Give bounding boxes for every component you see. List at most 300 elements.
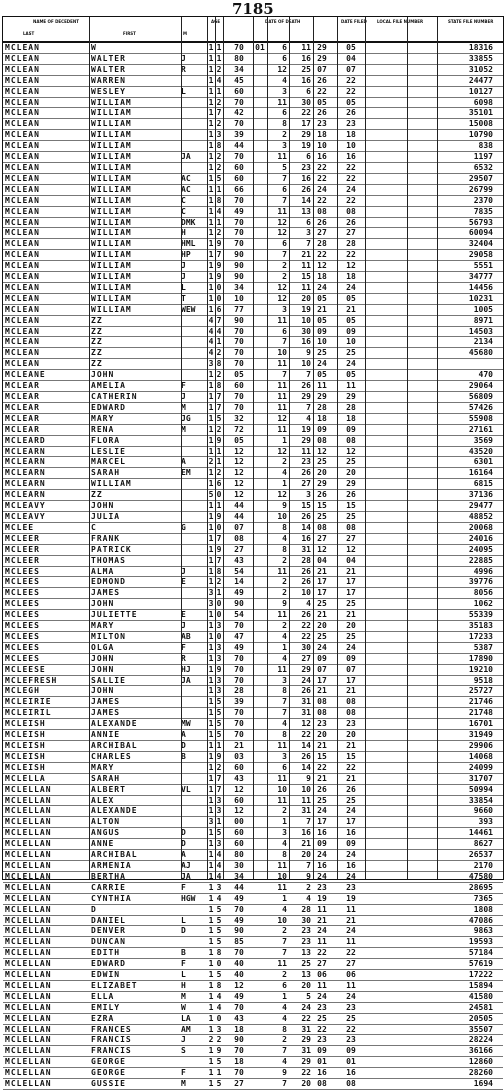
code-a-cell: 1 <box>208 839 214 849</box>
code-b-cell: 7 <box>216 392 222 401</box>
middle-initial-cell: D <box>181 926 186 936</box>
middle-initial-cell: G <box>181 522 186 532</box>
age-cell: 85 <box>234 937 244 947</box>
filed-year-cell: 05 <box>346 315 356 325</box>
last-name-cell: MCLEIRIL <box>5 708 52 718</box>
last-name-cell: MCLELLAN <box>5 915 52 925</box>
death-day-cell: 7 <box>306 239 311 249</box>
death-year-cell: 29 <box>317 479 327 489</box>
death-month-cell: 3 <box>282 751 287 761</box>
last-name-cell: MCLEAN <box>5 53 40 63</box>
code-a-cell: 1 <box>208 610 214 620</box>
header-last: LAST <box>23 31 35 36</box>
age-cell: 60 <box>234 173 244 183</box>
death-day-cell: 25 <box>301 959 311 969</box>
first-name-cell: GUSSIE <box>91 1079 126 1089</box>
state-file-number-cell: 8627 <box>473 839 493 849</box>
state-file-number-cell: 33855 <box>468 53 493 63</box>
age-cell: 70 <box>234 904 244 914</box>
age-cell: 60 <box>234 86 244 96</box>
death-year-cell: 26 <box>317 75 327 85</box>
code-b-cell: 1 <box>216 446 222 456</box>
table-row <box>3 894 503 905</box>
code-b-cell: 2 <box>216 424 222 434</box>
death-year-cell: 20 <box>317 730 327 740</box>
filed-year-cell: 12 <box>346 446 356 456</box>
first-name-cell: MARY <box>91 621 115 631</box>
filed-year-cell: 23 <box>346 1002 356 1012</box>
code-b-cell: 9 <box>216 272 222 282</box>
death-year-cell: 25 <box>317 1013 327 1023</box>
age-cell: 90 <box>234 261 244 271</box>
death-day-cell: 26 <box>301 751 311 761</box>
code-b-cell: 0 <box>216 599 222 609</box>
last-name-cell: MCLEER <box>5 533 40 543</box>
state-file-number-cell: 29058 <box>468 250 493 260</box>
death-month-cell: 8 <box>282 522 287 532</box>
filed-year-cell: 26 <box>346 490 356 500</box>
state-file-number-cell: 35507 <box>468 1024 493 1034</box>
age-cell: 70 <box>234 43 244 52</box>
first-name-cell: MARY <box>91 413 115 423</box>
state-file-number-cell: 19593 <box>468 937 493 947</box>
death-day-cell: 20 <box>301 1079 311 1089</box>
last-name-cell: MCLEAVY <box>5 501 46 511</box>
death-day-cell: 23 <box>301 162 311 172</box>
filed-year-cell: 17 <box>346 577 356 587</box>
table-row <box>3 992 503 1003</box>
age-cell: 49 <box>234 588 244 598</box>
death-year-cell: 19 <box>317 893 327 903</box>
filed-year-cell: 08 <box>346 697 356 707</box>
age-cell: 12 <box>234 479 244 489</box>
death-day-cell: 16 <box>301 53 311 63</box>
last-name-cell: MCLEAN <box>5 86 40 96</box>
code-b-cell: 9 <box>216 751 222 761</box>
last-name-cell: MCLEES <box>5 577 40 587</box>
code-b-cell: 3 <box>216 621 222 631</box>
age-cell: 34 <box>234 282 244 292</box>
death-day-cell: 6 <box>306 152 311 162</box>
first-name-cell: JAMES <box>91 697 121 707</box>
middle-initial-cell: J <box>181 53 186 63</box>
state-file-number-cell: 5551 <box>473 261 493 271</box>
age-cell: 90 <box>234 315 244 325</box>
filed-year-cell: 27 <box>346 533 356 543</box>
state-file-number-cell: 6532 <box>473 162 493 172</box>
death-day-cell: 31 <box>301 697 311 707</box>
code-a-cell: 1 <box>208 871 214 881</box>
code-a-cell: 1 <box>208 719 214 729</box>
age-cell: 70 <box>234 1046 244 1056</box>
death-day-cell: 5 <box>306 991 311 1001</box>
code-b-cell: 7 <box>216 555 222 565</box>
last-name-cell: MCLELLAN <box>5 970 52 980</box>
filed-year-cell: 27 <box>346 228 356 238</box>
code-a-cell: 1 <box>208 64 214 74</box>
death-year-cell: 20 <box>317 621 327 631</box>
filed-year-cell: 25 <box>346 631 356 641</box>
middle-initial-cell: D <box>181 828 186 838</box>
death-month-cell: 12 <box>277 282 287 292</box>
code-a-cell: 1 <box>208 708 214 718</box>
code-b-cell: 1 <box>216 741 222 750</box>
last-name-cell: MCLEARD <box>5 435 46 445</box>
state-file-number-cell: 43520 <box>468 446 493 456</box>
age-cell: 70 <box>234 152 244 162</box>
age-cell: 18 <box>234 1057 244 1067</box>
death-year-cell: 22 <box>317 173 327 183</box>
code-b-cell: 4 <box>216 860 222 870</box>
first-name-cell: WILLIAM <box>91 228 132 238</box>
death-day-cell: 26 <box>301 381 311 391</box>
death-month-cell: 9 <box>282 501 287 511</box>
death-day-cell: 23 <box>301 937 311 947</box>
table-row <box>3 948 503 959</box>
death-year-cell: 09 <box>317 839 327 849</box>
death-year-cell: 11 <box>317 980 327 990</box>
first-name-cell: JOHN <box>91 501 115 511</box>
code-b-cell: 0 <box>216 959 222 969</box>
code-a-cell: 1 <box>208 653 214 663</box>
age-cell: 34 <box>234 64 244 74</box>
state-file-number-cell: 34777 <box>468 272 493 282</box>
code-a-cell: 4 <box>208 348 214 358</box>
filed-year-cell: 25 <box>346 599 356 609</box>
death-year-cell: 25 <box>317 599 327 609</box>
first-name-cell: SARAH <box>91 468 121 478</box>
state-file-number-cell: 41580 <box>468 991 493 1001</box>
header-middle: M <box>183 31 187 36</box>
filed-year-cell: 27 <box>346 959 356 969</box>
code-a-cell: 1 <box>208 261 214 271</box>
code-b-cell: 4 <box>216 1002 222 1012</box>
code-a-cell: 1 <box>208 304 214 314</box>
death-day-cell: 16 <box>301 533 311 543</box>
death-day-cell: 17 <box>301 119 311 129</box>
last-name-cell: MCLEARN <box>5 490 46 500</box>
code-b-cell: 7 <box>216 402 222 412</box>
first-name-cell: ALMA <box>91 566 115 576</box>
first-name-cell: EDWARD <box>91 959 126 969</box>
last-name-cell: MCLEAR <box>5 381 40 391</box>
age-cell: 70 <box>234 402 244 412</box>
code-b-cell: 4 <box>216 893 222 903</box>
code-a-cell: 1 <box>208 97 214 107</box>
age-cell: 60 <box>234 762 244 772</box>
state-file-number-cell: 8056 <box>473 588 493 598</box>
code-a-cell: 3 <box>208 599 214 609</box>
state-file-number-cell: 25727 <box>468 686 493 696</box>
code-b-cell: 3 <box>216 642 222 652</box>
death-day-cell: 30 <box>301 326 311 336</box>
code-b-cell: 2 <box>216 97 222 107</box>
code-a-cell: 1 <box>208 228 214 238</box>
death-month-cell: 12 <box>277 446 287 456</box>
code-a-cell: 1 <box>208 250 214 260</box>
filed-year-cell: 08 <box>346 708 356 718</box>
middle-initial-cell: HML <box>181 239 196 249</box>
age-cell: 49 <box>234 893 244 903</box>
death-day-cell: 10 <box>301 359 311 369</box>
middle-initial-cell: C <box>181 206 186 216</box>
death-day-cell: 29 <box>301 435 311 445</box>
code-b-cell: 1 <box>216 53 222 63</box>
death-month-cell: 4 <box>282 533 287 543</box>
code-a-cell: 1 <box>208 555 214 565</box>
first-name-cell: WILLIAM <box>91 130 132 140</box>
last-name-cell: MCLEAN <box>5 184 40 194</box>
first-name-cell: ANNE <box>91 839 115 849</box>
last-name-cell: MCLEES <box>5 653 40 663</box>
age-cell: 70 <box>234 708 244 718</box>
age-cell: 60 <box>234 795 244 805</box>
age-cell: 03 <box>234 751 244 761</box>
age-cell: 90 <box>234 272 244 282</box>
state-file-number-cell: 1062 <box>473 599 493 609</box>
code-b-cell: 1 <box>216 337 222 347</box>
death-month-cell: 7 <box>282 1046 287 1056</box>
code-b-cell: 5 <box>216 1057 222 1067</box>
filed-year-cell: 24 <box>346 184 356 194</box>
death-day-cell: 25 <box>301 64 311 74</box>
column-rule <box>207 17 208 879</box>
code-b-cell: 0 <box>216 610 222 620</box>
last-name-cell: MCLELLAN <box>5 817 52 827</box>
death-day-cell: 7 <box>306 370 311 380</box>
last-name-cell: MCLEAN <box>5 152 40 162</box>
last-name-cell: MCLEISH <box>5 741 46 750</box>
state-file-number-cell: 7365 <box>473 893 493 903</box>
death-year-cell: 08 <box>317 206 327 216</box>
death-month-cell: 11 <box>277 959 287 969</box>
code-a-cell: 1 <box>208 272 214 282</box>
code-a-cell: 1 <box>208 53 214 63</box>
age-cell: 14 <box>234 577 244 587</box>
last-name-cell: MCLEE <box>5 522 35 532</box>
middle-initial-cell: F <box>181 1068 186 1078</box>
age-cell: 39 <box>234 697 244 707</box>
state-file-number-cell: 31949 <box>468 730 493 740</box>
filed-year-cell: 21 <box>346 610 356 620</box>
death-day-cell: 6 <box>306 217 311 227</box>
code-b-cell: 1 <box>216 43 222 52</box>
middle-initial-cell: L <box>181 915 186 925</box>
code-a-cell: 1 <box>208 566 214 576</box>
death-year-cell: 10 <box>317 141 327 151</box>
last-name-cell: MCLEISH <box>5 719 46 729</box>
death-year-cell: 12 <box>317 446 327 456</box>
code-a-cell: 1 <box>208 959 214 969</box>
middle-initial-cell: HGW <box>181 893 196 903</box>
death-month-cell: 7 <box>282 1079 287 1089</box>
last-name-cell: MCLEISH <box>5 751 46 761</box>
middle-initial-cell: E <box>181 610 186 620</box>
last-name-cell: MCLELLAN <box>5 937 52 947</box>
age-cell: 42 <box>234 108 244 118</box>
last-name-cell: MCLELLAN <box>5 882 52 892</box>
last-name-cell: MCLEAN <box>5 75 40 85</box>
filed-year-cell: 18 <box>346 130 356 140</box>
middle-initial-cell: AJ <box>181 860 191 870</box>
death-month-cell: 2 <box>282 1035 287 1045</box>
state-file-number-cell: 6301 <box>473 457 493 467</box>
death-day-cell: 31 <box>301 1046 311 1056</box>
death-day-cell: 9 <box>306 773 311 783</box>
filed-year-cell: 11 <box>346 980 356 990</box>
state-file-number-cell: 16701 <box>468 719 493 729</box>
code-b-cell: 9 <box>216 1046 222 1056</box>
first-name-cell: JOHN <box>91 599 115 609</box>
age-cell: 54 <box>234 610 244 620</box>
code-a-cell: 1 <box>208 446 214 456</box>
last-name-cell: MCLEAN <box>5 162 40 172</box>
state-file-number-cell: 7835 <box>473 206 493 216</box>
code-a-cell: 1 <box>208 741 214 750</box>
code-b-cell: 9 <box>216 239 222 249</box>
death-year-cell: 11 <box>317 381 327 391</box>
first-name-cell: LESLIE <box>91 446 126 456</box>
death-month-cell: 11 <box>277 359 287 369</box>
state-file-number-cell: 24477 <box>468 75 493 85</box>
last-name-cell: MCLEES <box>5 621 40 631</box>
last-name-cell: MCLELLAN <box>5 1079 52 1089</box>
last-name-cell: MCLEES <box>5 631 40 641</box>
code-b-cell: 2 <box>216 577 222 587</box>
code-b-cell: 4 <box>216 75 222 85</box>
death-day-cell: 7 <box>306 860 311 870</box>
death-day-cell: 21 <box>301 250 311 260</box>
death-year-cell: 16 <box>317 860 327 870</box>
first-name-cell: WILLIAM <box>91 173 132 183</box>
filed-year-cell: 16 <box>346 828 356 838</box>
table-row <box>3 1035 503 1046</box>
state-file-number-cell: 15894 <box>468 980 493 990</box>
last-name-cell: MCLEISH <box>5 730 46 740</box>
table-row <box>3 1046 503 1057</box>
code-b-cell: 5 <box>216 828 222 838</box>
last-name-cell: MCLELLAN <box>5 1046 52 1056</box>
code-a-cell: 1 <box>208 544 214 554</box>
code-a-cell: 1 <box>208 980 214 990</box>
death-month-cell: 4 <box>282 904 287 914</box>
first-name-cell: CATHERIN <box>91 392 138 401</box>
death-day-cell: 26 <box>301 184 311 194</box>
code-a-cell: 3 <box>208 817 214 827</box>
age-cell: 90 <box>234 250 244 260</box>
death-month-cell: 9 <box>282 599 287 609</box>
first-name-cell: FLORA <box>91 435 121 445</box>
code-b-cell: 5 <box>216 413 222 423</box>
death-year-cell: 28 <box>317 239 327 249</box>
code-a-cell: 1 <box>208 522 214 532</box>
header-state-file-number: STATE FILE NUMBER <box>448 19 494 24</box>
first-name-cell: MARY <box>91 762 115 772</box>
death-year-cell: 22 <box>317 1024 327 1034</box>
code-a-cell: 1 <box>208 828 214 838</box>
first-name-cell: MILTON <box>91 631 126 641</box>
filed-year-cell: 21 <box>346 686 356 696</box>
state-file-number-cell: 17890 <box>468 653 493 663</box>
code-b-cell: 5 <box>216 970 222 980</box>
death-day-cell: 29 <box>301 1057 311 1067</box>
last-name-cell: MCLEGH <box>5 686 40 696</box>
column-rule <box>337 17 338 879</box>
filed-year-cell: 24 <box>346 850 356 860</box>
filed-year-cell: 17 <box>346 817 356 827</box>
last-name-cell: MCLEARN <box>5 457 46 467</box>
table-row <box>3 1068 503 1079</box>
code-a-cell: 1 <box>208 1046 214 1056</box>
age-cell: 05 <box>234 370 244 380</box>
state-file-number-cell: 17233 <box>468 631 493 641</box>
code-a-cell: 1 <box>208 86 214 96</box>
middle-initial-cell: F <box>181 642 186 652</box>
middle-initial-cell: L <box>181 282 186 292</box>
age-cell: 10 <box>234 293 244 303</box>
first-name-cell: WARREN <box>91 75 126 85</box>
last-name-cell: MCLEAR <box>5 402 40 412</box>
filed-year-cell: 05 <box>346 43 356 52</box>
first-name-cell: WILLIAM <box>91 282 132 292</box>
death-year-cell: 27 <box>317 959 327 969</box>
first-name-cell: FRANCIS <box>91 1046 132 1056</box>
death-month-cell: 4 <box>282 631 287 641</box>
death-year-cell: 16 <box>317 152 327 162</box>
death-year-cell: 17 <box>317 577 327 587</box>
state-file-number-cell: 21746 <box>468 697 493 707</box>
code-a-cell: 5 <box>208 490 214 500</box>
death-day-cell: 24 <box>301 675 311 685</box>
state-file-number-cell: 838 <box>478 141 493 151</box>
last-name-cell: MCLEAN <box>5 315 40 325</box>
death-day-cell: 10 <box>301 588 311 598</box>
last-name-cell: MCLEES <box>5 599 40 609</box>
middle-initial-cell: D <box>181 839 186 849</box>
first-name-cell: JULIETTE <box>91 610 138 620</box>
first-name-cell: FRANK <box>91 533 121 543</box>
last-name-cell: MCLEAN <box>5 141 40 151</box>
death-month-cell: 4 <box>282 653 287 663</box>
last-name-cell: MCLELLAN <box>5 850 52 860</box>
code-b-cell: 4 <box>216 326 222 336</box>
last-name-cell: MCLELLAN <box>5 839 52 849</box>
death-day-cell: 31 <box>301 544 311 554</box>
death-year-cell: 09 <box>317 1046 327 1056</box>
age-cell: 49 <box>234 206 244 216</box>
death-year-cell: 18 <box>317 130 327 140</box>
death-year-cell: 22 <box>317 948 327 958</box>
last-name-cell: MCLEAN <box>5 130 40 140</box>
state-file-number-cell: 32404 <box>468 239 493 249</box>
age-cell: 21 <box>234 741 244 750</box>
death-year-cell: 18 <box>317 272 327 282</box>
table-row <box>3 1003 503 1014</box>
column-rule <box>267 17 268 879</box>
last-name-cell: MCLELLAN <box>5 1013 52 1023</box>
header-age: AGE <box>211 19 221 24</box>
middle-initial-cell: C <box>181 195 186 205</box>
death-day-cell: 10 <box>301 315 311 325</box>
death-day-cell: 30 <box>301 97 311 107</box>
first-name-cell: CYNTHIA <box>91 893 132 903</box>
filed-year-cell: 23 <box>346 1035 356 1045</box>
state-file-number-cell: 29906 <box>468 741 493 750</box>
code-a-cell: 1 <box>208 795 214 805</box>
death-year-cell: 16 <box>317 1068 327 1078</box>
filed-year-cell: 24 <box>346 991 356 1001</box>
last-name-cell: MCLELLAN <box>5 959 52 969</box>
